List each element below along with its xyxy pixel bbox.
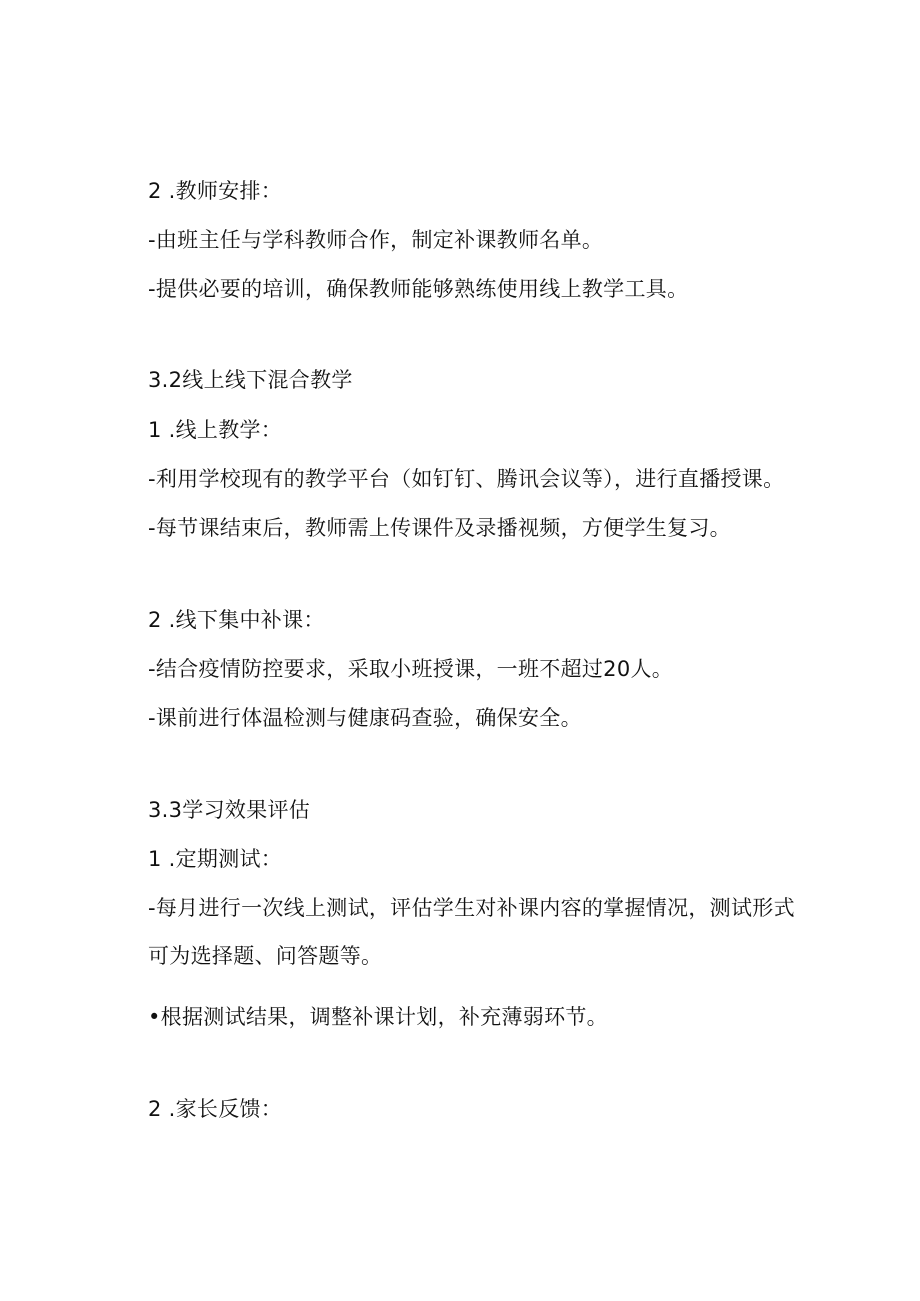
bullet-live-platform: -利用学校现有的教学平台（如钉钉、腾讯会议等），进行直播授课。 <box>148 467 785 491</box>
bullet-monthly-test-line-1: -每月进行一次线上测试，评估学生对补课内容的掌握情况，测试形式 <box>148 896 795 920</box>
list-item-teacher-arrangement: 2 .教师安排： <box>148 179 283 203</box>
bullet-health-check: -课前进行体温检测与健康码查验，确保安全。 <box>148 706 582 730</box>
section-heading-3-3: 3.3学习效果评估 <box>148 798 311 822</box>
bullet-teacher-list: -由班主任与学科教师合作，制定补课教师名单。 <box>148 228 604 252</box>
section-heading-3-2: 3.2线上线下混合教学 <box>148 368 353 392</box>
list-item-parent-feedback: 2 .家长反馈： <box>148 1097 283 1121</box>
bullet-training: -提供必要的培训，确保教师能够熟练使用线上教学工具。 <box>148 277 689 301</box>
list-item-online-teaching: 1 .线上教学： <box>148 418 283 442</box>
bullet-monthly-test-line-2: 可为选择题、问答题等。 <box>148 944 383 968</box>
bullet-adjust-plan: •根据测试结果，调整补课计划，补充薄弱环节。 <box>148 1005 608 1029</box>
bullet-upload-materials: -每节课结束后，教师需上传课件及录播视频，方便学生复习。 <box>148 516 731 540</box>
list-item-regular-tests: 1 .定期测试： <box>148 847 283 871</box>
list-item-offline-makeup: 2 .线下集中补课： <box>148 608 325 632</box>
bullet-small-class: -结合疫情防控要求，采取小班授课，一班不超过20人。 <box>148 657 674 681</box>
